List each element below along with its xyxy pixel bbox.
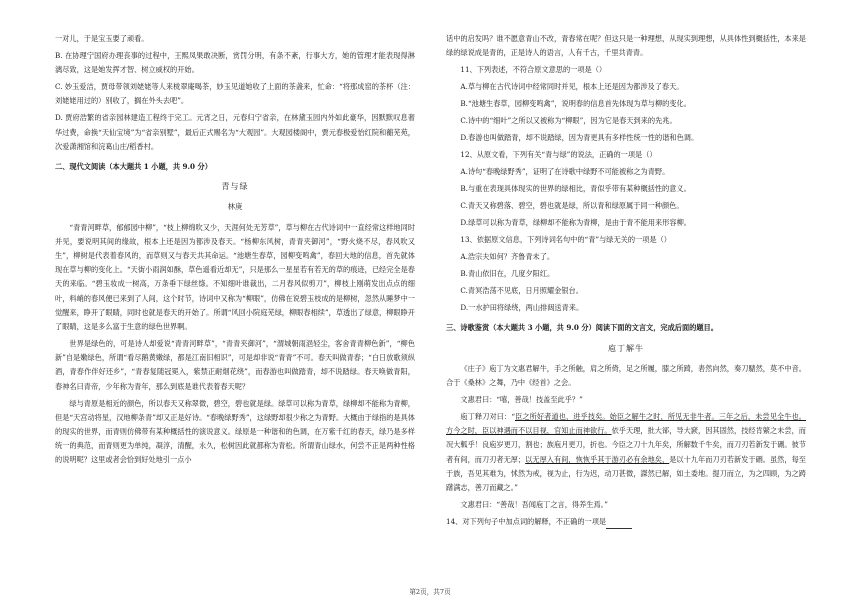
option-d: D. 贾府浩繁的省亲园林建造工程终于完工。元宵之日，元春归宁省亲，在林黛玉园内外如此豪华，因默默叹息奢华过费，命换“天仙宝境”为“省亲别墅”，最后正式赐名为“大观园”。大观园楼阁中，贾元春极爱怡红院和蘅芜苑，次爱潇湘馆和浣葛山庄/稻香村。 <box>55 113 415 151</box>
underlined-sentence-2: 以无厚入有间，恢恢乎其于游刃必有余地矣， <box>525 454 670 464</box>
essay-paragraph-1: “青青河畔草，郁郁园中柳”，“枝上柳绵吹又少，天涯何处无芳草”，草与柳在古代诗词中一直经常这样地同时并见，要说明其间的缘故，根本上还是因为都涉及春天。“杨柳东风树，青青夹御河”，“野火烧不尽，春风吹又生”，柳树是代表着春风的，而草则又与春天共其命运。“池塘生春草，园柳变鸣禽”，春回大地的信息，首先就体现在草与柳的变化上。“天街小雨润如酥，草色遥看近却无”，只是那么一星星若有若无的草的痕迹，已经完全是春天的来临。“碧玉妆成一树高，万条垂下绿丝绦。不知细叶谁裁出，二月春风似剪刀”，柳枝上刚萌发出点点的细叶，料峭的春风便已来到了人间，这个时节，诗词中又称为“柳眼”，仿佛在说碧玉枝成的是柳树，忽然从睡梦中一觉醒来，睁开了眼睛，同时也就是春天的开始了。所谓“风回小院庭芜绿，柳眼春相续”，草透出了绿意，柳眼睁开了眼睛，这是多么富于生意的绿色世界啊。 <box>55 222 415 332</box>
passage-text: 依乎天理，批大郤，导大窾，因其固然，技经肯綮之未尝，而况大軱乎！良庖岁更刀，割也；族庖月更刀，折也。今臣之刀十九年矣，所解数千牛矣，而刀刃若新发于硎。彼节者有间，而刀刃者无厚； <box>446 426 806 464</box>
question-13-option-b: B.青山依旧在，几度夕阳红。 <box>460 269 555 279</box>
section-heading-poetry: 三、诗歌鉴赏（本大题共 3 小题，共 9.0 分）阅读下面的文言文，完成后面的题目。 <box>446 323 718 333</box>
essay-paragraph-end: 话中的启发吗？谁不愿意青山不改，青春常在呢？但这只是一种理想，从现实到理想，从具体性到概括性，本来是绿的绿说成是青的，正是诗人的语言，人有千古，千里共青青。 <box>446 34 806 58</box>
passage-paragraph-2: 文惠君曰：“嘻，善哉！技盖至此乎？” <box>460 395 583 405</box>
passage-text: 是以十九年而刀刃若新发于硎。虽然，每至于族，吾见其难为，怵然为戒，视为止，行为迟，动刀甚微，謋然已解，如土委地。提刀而立，为之四顾，为之踌躇满志，善刀而藏之。” <box>446 454 806 493</box>
right-column <box>446 32 806 532</box>
answer-blank[interactable] <box>606 520 632 529</box>
question-11: 11、下列表述，不符合原文意思的一项是（） <box>460 65 607 75</box>
passage-paragraph-4: 文惠君曰：“善哉！吾闻庖丁之言，得养生焉。” <box>460 500 608 510</box>
question-11-option-a: A.草与柳在古代诗词中经常同时并见，根本上还是因为都涉及了春天。 <box>460 82 684 92</box>
essay-paragraph-3: 绿与青原是相近的颜色，所以春天又称翠微，碧空，碧也就是绿。绿草可以称为青草，绿柳却不能称为青柳，但是“天宫动将星，汉地柳条青”却又正是好诗。“春晚绿野秀”，这绿野却很少称之为青野。大概由于绿指的是具体的现实的世界，而青则仿佛带有某种概括性的演说意义。绿原是一种谐和的色调，在万紫千红的春天，绿乃是多样统一的典范，而青则更为单纯，凝淳，清醒，永久，松树因此就都称为青松。所谓青山绿水，何尝不正是两种性格的说明呢？这里或者会恰到好处地引一点小 <box>55 398 415 465</box>
underlined-sentence-1: 臣之所好者道也，进乎技矣。始臣之解牛之时，所见无非牛者。三年之后，未尝见全牛也。方今之时，臣以神遇而不以目视，官知止而神欲行。 <box>446 412 806 436</box>
question-14: 14、对下列句子中加点词的解释，不正确的一项是 <box>446 517 607 527</box>
left-column <box>55 32 415 470</box>
question-12-option-d: D.绿草可以称为青草，绿柳却不能称为青柳，是由于青不能用来形容柳。 <box>460 218 691 228</box>
question-13-option-d: D.一水护田将绿绕，两山排闼送青来。 <box>460 303 584 313</box>
question-12-option-b: B.与重在表现具体现实的世界的绿相比，青似乎带有某种概括性的意义。 <box>460 184 691 194</box>
option-a-tail: 一对儿，于是宝玉要了顽看。 <box>55 34 149 43</box>
page-number-footer: 第2页，共7页 <box>409 588 451 596</box>
passage-text: 庖丁释刀对曰：“ <box>460 412 515 422</box>
question-13-option-c: C.青冥浩荡不见底，日月照耀金银台。 <box>460 286 583 296</box>
passage-paragraph-3 <box>446 410 806 495</box>
question-13: 13、依据原文信息，下列诗词名句中的“青”与绿无关的一项是（） <box>460 235 671 245</box>
question-11-option-d: D.春游也叫做踏青，却不说踏绿，因为青更具有多样性统一性的谐和色调。 <box>460 133 699 143</box>
question-12-option-a: A.诗句“春晚绿野秀”，证明了在诗歌中绿野不可能被称之为青野。 <box>460 167 670 177</box>
question-11-option-c: C.诗中的“细叶”之所以又被称为“柳眼”，因为它是春天到来的先兆。 <box>460 116 677 126</box>
option-b: B. 在协理宁国府办理丧事的过程中，王熙凤果敢决断，赏罚分明，有条不紊，行事大方，她的管理才能表现得淋漓尽致，这是她发挥才智、树立威权的开始。 <box>55 51 415 75</box>
option-c: C. 妙玉爱洁，贾母带领刘姥姥等人来栊翠庵喝茶，妙玉见道她收了上面的茶盏来，忙命：“将那成窑的茶杯（注：刘姥姥用过的）别收了，搁在外头去吧”。 <box>55 82 415 106</box>
question-12: 12、从原文看，下列有关“青与绿”的说法，正确的一项是（） <box>460 150 657 160</box>
essay-paragraph-2: 世界是绿色的，可是诗人却爱说“青青河畔草”，“青青夹御河”，“渭城朝雨浥轻尘，客舍青青柳色新”，“柳色新”自是嫩绿色，所谓“看尽鹅黄嫩绿，都是江南旧相识”，可是却非说“青青”不可。春天叫做青春；“白日放歌须纵酒，青春作伴好还乡”，“青春复随冠冕入，紫禁正耐烟花绕”，而春游也叫做踏青，却不说踏绿。春天唤做青阳，春神名曰青帝，少年称为青年，那么到底是谁代表着春天呢？ <box>55 339 415 391</box>
question-11-option-b: B.“池塘生春草，园柳变鸣禽”，说明春的信息首先体现为草与柳的变化。 <box>460 99 691 109</box>
question-14-line <box>446 515 806 529</box>
passage-paragraph-1: 《庄子》庖丁为文惠君解牛，手之所触，肩之所倚，足之所履，膝之所踦，砉然向然，奏刀騞然，莫不中音。合于《桑林》之舞，乃中《经首》之会。 <box>446 363 806 388</box>
passage-title: 庖丁解牛 <box>608 343 644 353</box>
question-12-option-c: C.青天又称碧落、碧空，碧也就是绿，所以青和绿原属于同一种颜色。 <box>460 201 684 211</box>
question-13-option-a: A.浩宗夫如何？齐鲁青未了。 <box>460 252 555 262</box>
essay-author: 林庚 <box>227 202 243 212</box>
section-heading-modern-reading: 二、现代文阅读（本大题共 1 小题，共 9.0 分） <box>55 162 212 172</box>
essay-title: 青与绿 <box>221 182 249 192</box>
